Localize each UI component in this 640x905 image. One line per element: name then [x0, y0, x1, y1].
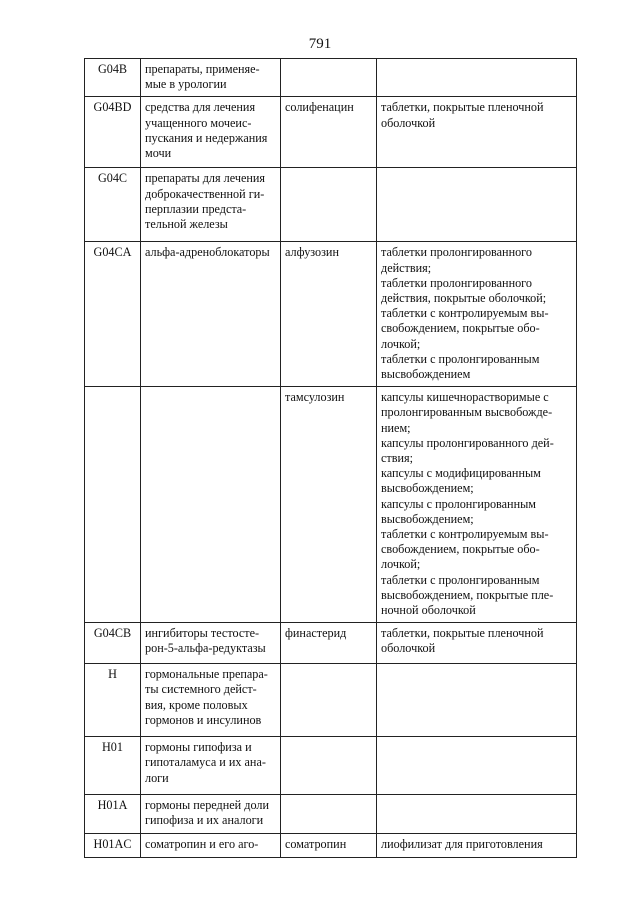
- table-row: [85, 168, 577, 242]
- group-name: средства для лечения учащенного мочеис- пускания и недержания мочи: [141, 97, 281, 168]
- atc-code: G04B: [85, 59, 141, 97]
- drug-classification-table: [84, 58, 577, 858]
- atc-code: G04CA: [85, 242, 141, 387]
- dosage-form: [377, 795, 577, 833]
- group-name: препараты, применяе- мые в урологии: [141, 59, 281, 97]
- atc-code: H: [85, 664, 141, 737]
- table-row: [85, 737, 577, 795]
- drug-name: финастерид: [281, 623, 377, 664]
- drug-name: [281, 795, 377, 833]
- group-name: [141, 387, 281, 623]
- table-row: [85, 387, 577, 623]
- atc-code: [85, 387, 141, 623]
- drug-name: [281, 664, 377, 737]
- drug-name: тамсулозин: [281, 387, 377, 623]
- table-row: [85, 795, 577, 833]
- dosage-form: лиофилизат для приготовления: [377, 833, 577, 857]
- dosage-form: [377, 168, 577, 242]
- dosage-form: таблетки, покрытые пленочной оболочкой: [377, 623, 577, 664]
- drug-name: [281, 168, 377, 242]
- group-name: альфа-адреноблокаторы: [141, 242, 281, 387]
- atc-code: H01AC: [85, 833, 141, 857]
- atc-code: G04C: [85, 168, 141, 242]
- atc-code: G04BD: [85, 97, 141, 168]
- group-name: гормоны гипофиза и гипоталамуса и их ана- логи: [141, 737, 281, 795]
- group-name: соматропин и его аго-: [141, 833, 281, 857]
- table-row: [85, 623, 577, 664]
- dosage-form: [377, 59, 577, 97]
- table-row: [85, 97, 577, 168]
- atc-code: H01: [85, 737, 141, 795]
- group-name: гормональные препара- ты системного дейст- вия, кроме половых гормонов и инсулинов: [141, 664, 281, 737]
- dosage-form: [377, 664, 577, 737]
- table-row: [85, 664, 577, 737]
- dosage-form: таблетки пролонгированного действия; таблетки пролонгированного действия, покрытые оболочкой; таблетки с контролируемым вы- свобождением, покрытые обо- лочкой; таблетки с пролонгированным высвобождением: [377, 242, 577, 387]
- dosage-form: капсулы кишечнорастворимые с пролонгированным высвобожде- нием; капсулы пролонгированного дей- ствия; капсулы с модифицированным высвобождением; капсулы с пролонгированным высвобождением; таблетки с контролируемым вы- свобождением, покрытые обо- лочкой; таблетки с пролонгированным высвобождением, покрытые пле- ночной оболочкой: [377, 387, 577, 623]
- drug-name: алфузозин: [281, 242, 377, 387]
- table-row: [85, 59, 577, 97]
- group-name: препараты для лечения доброкачественной ги- перплазии предстa- тельной железы: [141, 168, 281, 242]
- atc-code: G04CB: [85, 623, 141, 664]
- drug-name: [281, 737, 377, 795]
- group-name: ингибиторы тестостe- рон-5-альфа-редуктазы: [141, 623, 281, 664]
- dosage-form: [377, 737, 577, 795]
- dosage-form: таблетки, покрытые пленочной оболочкой: [377, 97, 577, 168]
- table-row: [85, 242, 577, 387]
- drug-name: [281, 59, 377, 97]
- group-name: гормоны передней доли гипофиза и их аналоги: [141, 795, 281, 833]
- table-row: [85, 833, 577, 857]
- drug-name: соматропин: [281, 833, 377, 857]
- page-number: 791: [308, 36, 332, 52]
- atc-code: H01A: [85, 795, 141, 833]
- drug-name: солифенацин: [281, 97, 377, 168]
